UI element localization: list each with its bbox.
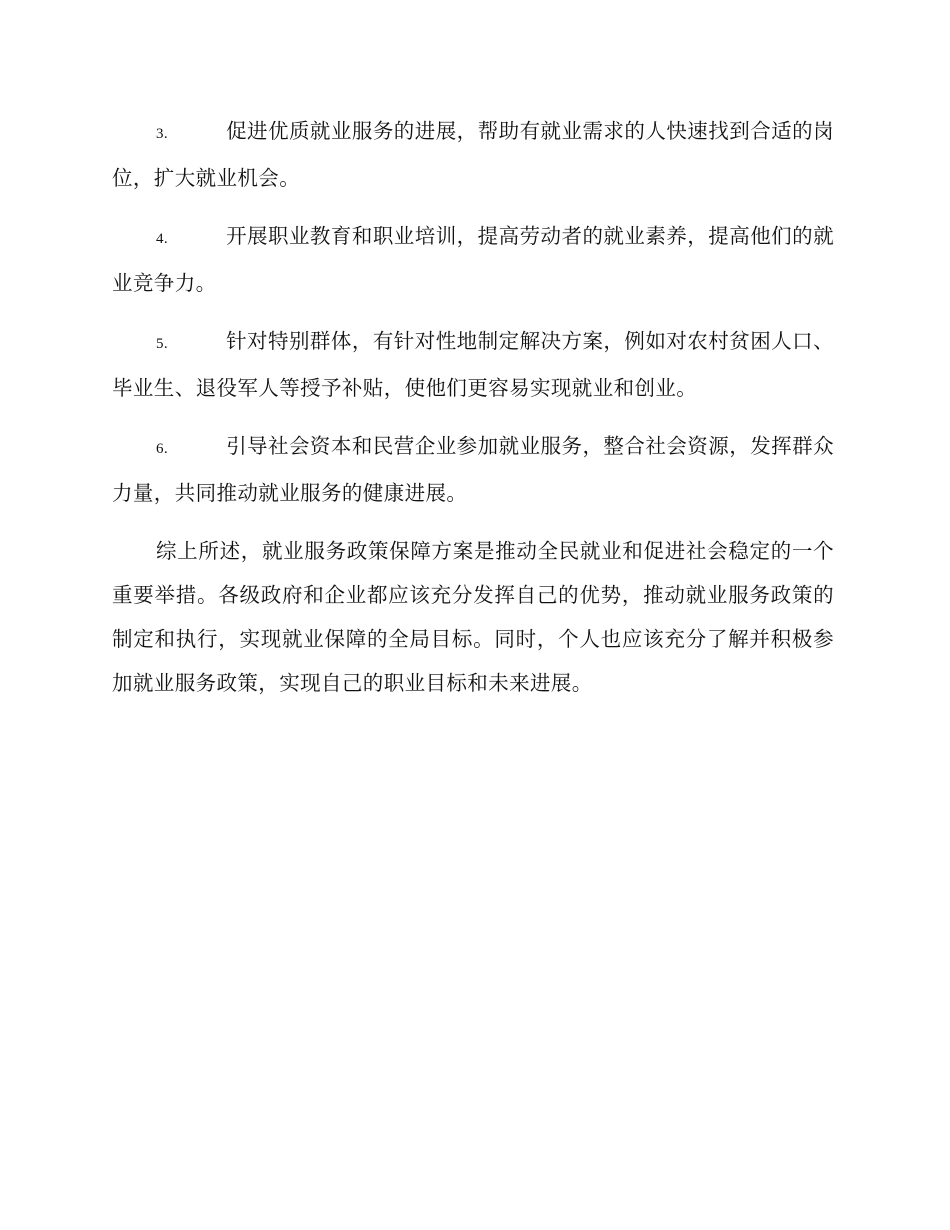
list-item-4: [112, 214, 834, 305]
list-item-text: 针对特别群体，有针对性地制定解决方案，例如对农村贫困人口、毕业生、退役军人等授予补贴，使他们更容易实现就业和创业。: [112, 329, 834, 400]
list-item-text: 促进优质就业服务的进展，帮助有就业需求的人快速找到合适的岗位，扩大就业机会。: [112, 119, 834, 190]
list-item-text: 引导社会资本和民营企业参加就业服务，整合社会资源，发挥群众力量，共同推动就业服务的健康进展。: [112, 434, 834, 505]
list-number: 5.: [156, 336, 169, 352]
document-body: [112, 109, 834, 705]
list-item-5: [112, 319, 834, 410]
summary-paragraph: 综上所述，就业服务政策保障方案是推动全民就业和促进社会稳定的一个重要举措。各级政府和企业都应该充分发挥自己的优势，推动就业服务政策的制定和执行，实现就业保障的全局目标。同时，个人也应该充分了解并积极参加就业服务政策，实现自己的职业目标和未来进展。: [112, 539, 834, 695]
list-number: 4.: [156, 231, 169, 247]
list-number: 3.: [156, 126, 169, 142]
list-item-6: [112, 424, 834, 515]
list-item-text: 开展职业教育和职业培训，提高劳动者的就业素养，提高他们的就业竞争力。: [112, 224, 834, 295]
list-item-3: [112, 109, 834, 200]
list-number: 6.: [156, 441, 169, 457]
